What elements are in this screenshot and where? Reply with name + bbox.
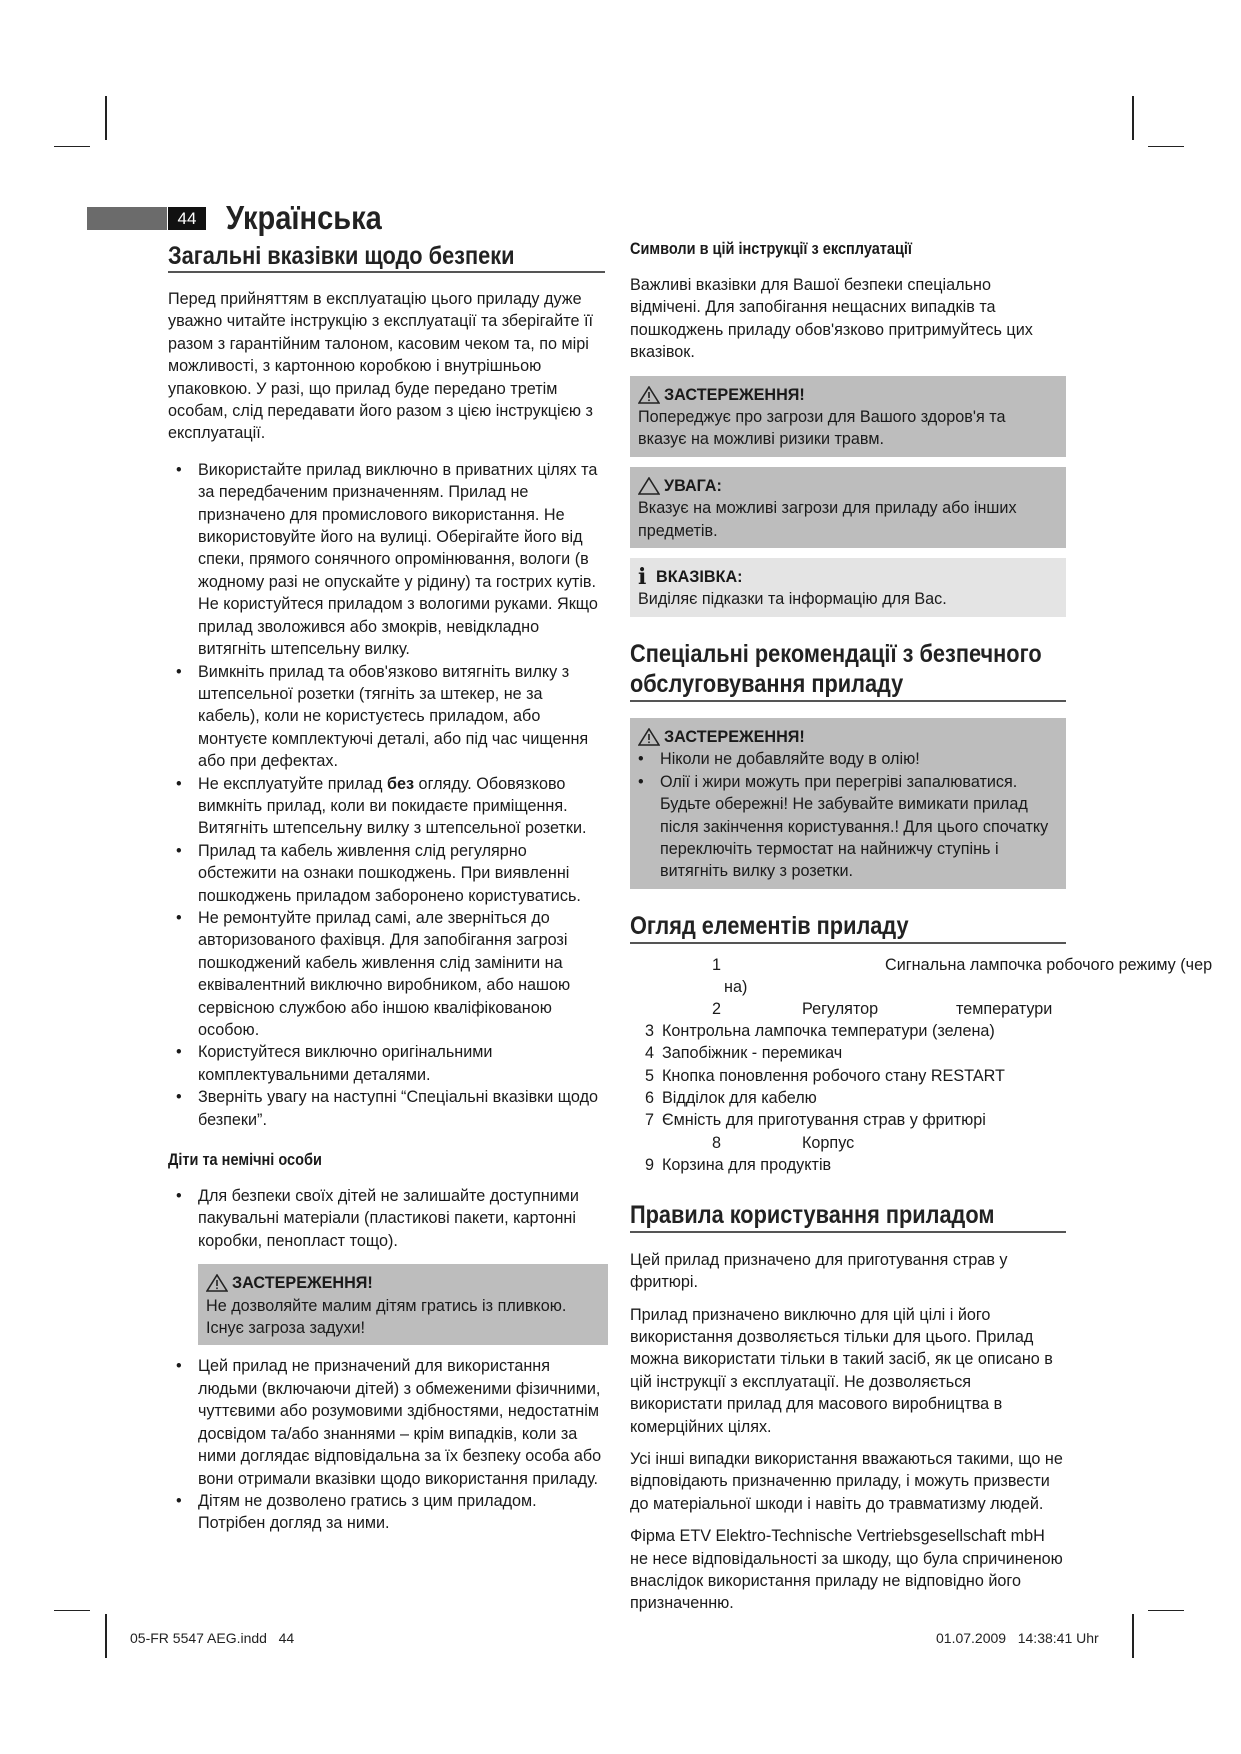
warning-triangle-icon bbox=[638, 386, 660, 404]
part-row bbox=[630, 1042, 1005, 1064]
bez-bold: без bbox=[387, 774, 415, 793]
usage-title: Правила користування приладом bbox=[630, 1200, 995, 1229]
symbols-note-box bbox=[630, 558, 1066, 617]
page-number: 44 bbox=[168, 207, 206, 230]
part-2-text-a: Регулятор bbox=[802, 999, 879, 1018]
language-title: Українська bbox=[226, 199, 382, 236]
symbols-text: Важливі вказівки для Вашої безпеки спеціально відмічені. Для запобігання нещасних випадків та пошкоджень приладу обов'язково притримуйтесь цих вказівок. bbox=[630, 276, 1033, 362]
warning-title-text: ЗАСТЕРЕЖЕННЯ! bbox=[232, 1274, 373, 1293]
title-rule bbox=[630, 700, 1066, 702]
footer-date: 01.07.2009 14:38:41 Uhr bbox=[936, 1630, 1099, 1646]
list-item: • Для безпеки своїх дітей не залишайте доступними пакувальні матеріали (пластикові пакети, картонні коробки, пенопласт тощо). bbox=[168, 1185, 608, 1252]
warning-title-text: ЗАСТЕРЕЖЕННЯ! bbox=[664, 727, 805, 746]
part-text: Відділок для кабелю bbox=[662, 1088, 817, 1107]
list-item: • Користуйтеся виключно оригінальними комплектувальними деталями. bbox=[168, 1041, 608, 1086]
list-item: • Олії і жири можуть при перегріві запалюватися. Будьте обережні! Не забувайте вимикати прилад після закінчення користування.! Для цього спочатку переключіть термостат на найнижчу ступінь і витягніть вилку з розетки. bbox=[630, 771, 1058, 883]
parts-list bbox=[630, 954, 1213, 1176]
part-row bbox=[630, 1109, 1005, 1131]
crop-mark bbox=[1148, 146, 1184, 147]
parts-rows bbox=[630, 1020, 1005, 1132]
children-title: Діти та немічні особи bbox=[168, 1151, 322, 1170]
warning-text: Попереджує про загрози для Вашого здоров'я та вказує на можливі ризики травм. bbox=[638, 408, 1006, 449]
part-8-text: Корпус bbox=[802, 1133, 855, 1152]
usage-paragraph: Прилад призначено виключно для цій цілі і його використання дозволяється тільки для цього. Прилад можна використати тільки в такий засіб, як це описано в цій інструкції з експлуатації. Не дозволяється використати прилад для масового виробництва в комерційних цілях. bbox=[630, 1305, 1053, 1436]
children-warning-box bbox=[198, 1264, 608, 1345]
list-item: • Прилад та кабель живлення слід регулярно обстежити на ознаки пошкоджень. При виявленні пошкоджень приладом заборонено користуватись. bbox=[168, 840, 608, 907]
caution-triangle-icon bbox=[638, 477, 660, 495]
warning-triangle-icon bbox=[206, 1274, 228, 1292]
part-text: Корзина для продуктів bbox=[662, 1155, 832, 1174]
overview-title: Огляд елементів приладу bbox=[630, 911, 909, 940]
part-row bbox=[630, 1065, 1005, 1087]
part-text: Контрольна лампочка температури (зелена) bbox=[662, 1021, 995, 1040]
crop-mark bbox=[1132, 96, 1134, 140]
warning-title bbox=[638, 726, 1058, 748]
children-bullets-2 bbox=[168, 1355, 608, 1534]
crop-mark bbox=[1132, 1614, 1134, 1658]
note-title-text: ВКАЗІВКА: bbox=[656, 568, 743, 587]
warning-title-text: ЗАСТЕРЕЖЕННЯ! bbox=[664, 385, 805, 404]
special-title bbox=[630, 639, 1042, 699]
safety-bullets bbox=[168, 459, 608, 1131]
footer-file: 05-FR 5547 AEG.indd 44 bbox=[130, 1630, 295, 1646]
list-item: • Зверніть увагу на наступні “Спеціальні вказівки щодо безпеки”. bbox=[168, 1086, 608, 1131]
special-warning-box bbox=[630, 718, 1066, 889]
usage-paragraph: Усі інші випадки використання вважаються такими, що не відповідають призначенню приладу, і можуть призвести до матеріальної шкоди і навіть до травматизму людей. bbox=[630, 1449, 1063, 1513]
part-num: 3 bbox=[644, 1021, 654, 1040]
note-text: Виділяє підказки та інформацію для Вас. bbox=[638, 590, 947, 609]
warning-triangle-icon bbox=[638, 728, 660, 746]
title-rule bbox=[630, 1231, 1066, 1233]
part-num: 6 bbox=[644, 1088, 654, 1107]
title-rule bbox=[630, 942, 1066, 944]
children-bullets bbox=[168, 1185, 608, 1252]
warning-text: Не дозволяйте малим дітям гратись із пливкою. Існує загроза задухи! bbox=[206, 1296, 567, 1338]
warning-title bbox=[206, 1272, 600, 1294]
bez-after: огляду. Обовязково вимкніть прилад, коли ви покидаєте приміщення. Витягніть штепсельну вилку з штепсельної розетки. bbox=[198, 774, 587, 838]
special-title-line2: обслуговування приладу bbox=[630, 669, 904, 698]
part-9-row bbox=[630, 1154, 831, 1176]
left-column bbox=[168, 288, 608, 1535]
list-item: • Використайте прилад виключно в приватних цілях та за передбаченим призначенням. Прилад не призначено для промислового використання. Не використовуйте його на вулиці. Оберігайте його від спеки, прямого сонячного опромінювання, вологи (в жодному разі не опускайте у рідину) та гострих кутів. Не користуйтеся приладом з вологими руками. Якщо прилад зволожився або змокрів, невідкладно витягніть штепсельну вилку. bbox=[168, 459, 608, 661]
symbols-warning-box bbox=[630, 376, 1066, 457]
right-column bbox=[630, 238, 1213, 1615]
note-title bbox=[638, 564, 1058, 591]
crop-mark bbox=[105, 1614, 107, 1658]
part-num: 5 bbox=[644, 1066, 654, 1085]
usage-paragraph: Фірма ETV Elektro-Technische Vertriebsgesellschaft mbH не несе відповідальності за шкоду, що була спричиненою внаслідок використання приладу не відповідно його призначенню. bbox=[630, 1527, 1063, 1613]
part-8-num: 8 bbox=[712, 1133, 722, 1152]
special-bullets bbox=[630, 748, 1058, 882]
list-item bbox=[168, 773, 608, 840]
list-item: • Не ремонтуйте прилад самі, але зверніться до авторизованого фахівця. Для запобігання загрозі пошкоджений кабель живлення слід замінити на еквівалентний виключно виробником, або нашою сервісною службою або іншою кваліфікованою особою. bbox=[168, 907, 608, 1041]
part-row bbox=[630, 1020, 1005, 1042]
part-1-num: 1 bbox=[712, 955, 722, 974]
list-item: • Вимкніть прилад та обов'язково витягніть вилку з штепсельної розетки (тягніть за штекер, не за кабель), коли не користуєтесь приладом, або монтуєте комплектуючі деталі, або під час чищення або при дефектах. bbox=[168, 661, 608, 773]
caution-text: Вказує на можливі загрози для приладу або інших предметів. bbox=[638, 499, 1017, 540]
caution-title-text: УВАГА: bbox=[664, 476, 722, 495]
header-bar bbox=[87, 207, 167, 230]
part-text: Запобіжник - перемикач bbox=[662, 1044, 843, 1063]
part-1-text: Сигнальна лампочка робочого режиму (чер bbox=[885, 955, 1213, 974]
part-row bbox=[630, 1087, 1005, 1109]
symbols-caution-box bbox=[630, 467, 1066, 548]
section-title-safety: Загальні вказівки щодо безпеки bbox=[168, 242, 515, 270]
symbols-title: Символи в цій інструкції з експлуатації bbox=[630, 240, 913, 258]
crop-mark bbox=[105, 96, 107, 140]
part-2-text-b: температури bbox=[956, 999, 1053, 1018]
crop-mark bbox=[54, 146, 90, 147]
special-title-line1: Спеціальні рекомендації з безпечного bbox=[630, 639, 1042, 668]
safety-intro: Перед прийняттям в експлуатацію цього приладу дуже уважно читайте інструкцію з експлуатації та зберігайте її разом з гарантійним талоном, касовим чеком та, по мірі можливості, з картонною коробкою і внутрішньою упаковкою. У разі, що прилад буде передано третім особам, слід передавати його разом з цією інструкцією з експлуатації. bbox=[168, 290, 593, 443]
part-2-num: 2 bbox=[712, 999, 722, 1018]
list-item: • Цей прилад не призначений для використання людьми (включаючи дітей) з обмеженими фізичними, чуттєвими або розумовими здібностями, недостатнім досвідом та/або знаннями – крім випадків, коли за ними доглядає відповідальна за їх безпеку особа або вони отримали вказівки щодо використання приладу. bbox=[168, 1355, 608, 1489]
info-icon: i bbox=[638, 564, 647, 591]
crop-mark bbox=[1148, 1610, 1184, 1611]
list-item: • Ніколи не добавляйте воду в олію! bbox=[630, 748, 1058, 770]
crop-mark bbox=[54, 1610, 90, 1611]
caution-title bbox=[638, 475, 1058, 497]
list-item: • Дітям не дозволено гратись з цим приладом. Потрібен догляд за ними. bbox=[168, 1490, 608, 1535]
part-num: 4 bbox=[644, 1044, 654, 1063]
part-num: 7 bbox=[644, 1111, 654, 1130]
part-text: Кнопка поновлення робочого стану RESTART bbox=[662, 1066, 1005, 1085]
part-text: Ємність для приготування страв у фритюрі bbox=[662, 1111, 986, 1130]
part-1-cont: на) bbox=[724, 977, 748, 996]
warning-title bbox=[638, 384, 1058, 406]
part-num: 9 bbox=[644, 1155, 654, 1174]
title-rule bbox=[168, 271, 605, 273]
usage-paragraph: Цей прилад призначено для приготування страв у фритюрі. bbox=[630, 1250, 1008, 1292]
bez-before: Не експлуатуйте прилад bbox=[198, 774, 387, 793]
